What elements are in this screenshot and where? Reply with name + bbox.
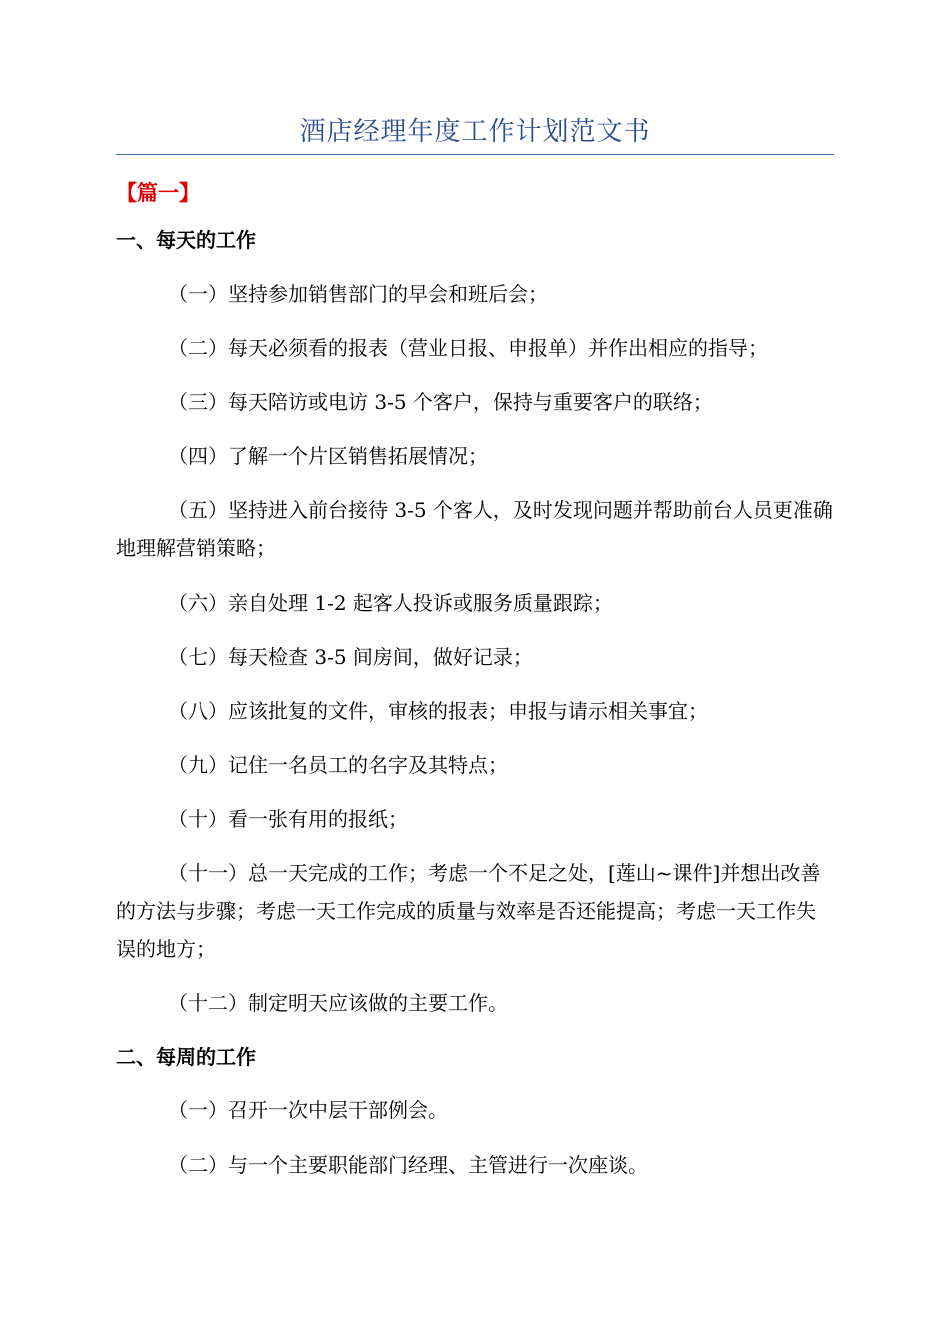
daily-item-4: （四）了解一个片区销售拓展情况； (168, 444, 488, 468)
title-underline (116, 154, 834, 155)
weekly-item-1: （一）召开一次中层干部例会。 (168, 1098, 448, 1122)
part-label: 【篇一】 (116, 180, 200, 205)
daily-item-8: （八）应该批复的文件，审核的报表；申报与请示相关事宜； (168, 699, 708, 723)
daily-item-9: （九）记住一名员工的名字及其特点； (168, 753, 508, 777)
document-title: 酒店经理年度工作计划范文书 (299, 117, 651, 147)
section-heading-daily: 一、每天的工作 (116, 228, 256, 252)
daily-item-1: （一）坚持参加销售部门的早会和班后会； (168, 282, 548, 306)
daily-item-7: （七）每天检查 3-5 间房间，做好记录； (168, 645, 533, 669)
weekly-item-2: （二）与一个主要职能部门经理、主管进行一次座谈。 (168, 1153, 648, 1177)
daily-item-10: （十）看一张有用的报纸； (168, 807, 408, 831)
daily-item-12: （十二）制定明天应该做的主要工作。 (168, 991, 508, 1015)
daily-item-5: （五）坚持进入前台接待 3-5 个客人，及时发现问题并帮助前台人员更准确地理解营销策略； (116, 498, 833, 560)
daily-item-11: （十一）总一天完成的工作；考虑一个不足之处，[莲山~课件]并想出改善的方法与步骤；考虑一天工作完成的质量与效率是否还能提高；考虑一天工作失误的地方； (116, 861, 821, 961)
section-heading-weekly: 二、每周的工作 (116, 1045, 256, 1069)
daily-item-2: （二）每天必须看的报表（营业日报、申报单）并作出相应的指导； (168, 336, 768, 360)
daily-item-6: （六）亲自处理 1-2 起客人投诉或服务质量跟踪； (168, 591, 613, 615)
daily-item-3: （三）每天陪访或电访 3-5 个客户，保持与重要客户的联络； (168, 390, 713, 414)
